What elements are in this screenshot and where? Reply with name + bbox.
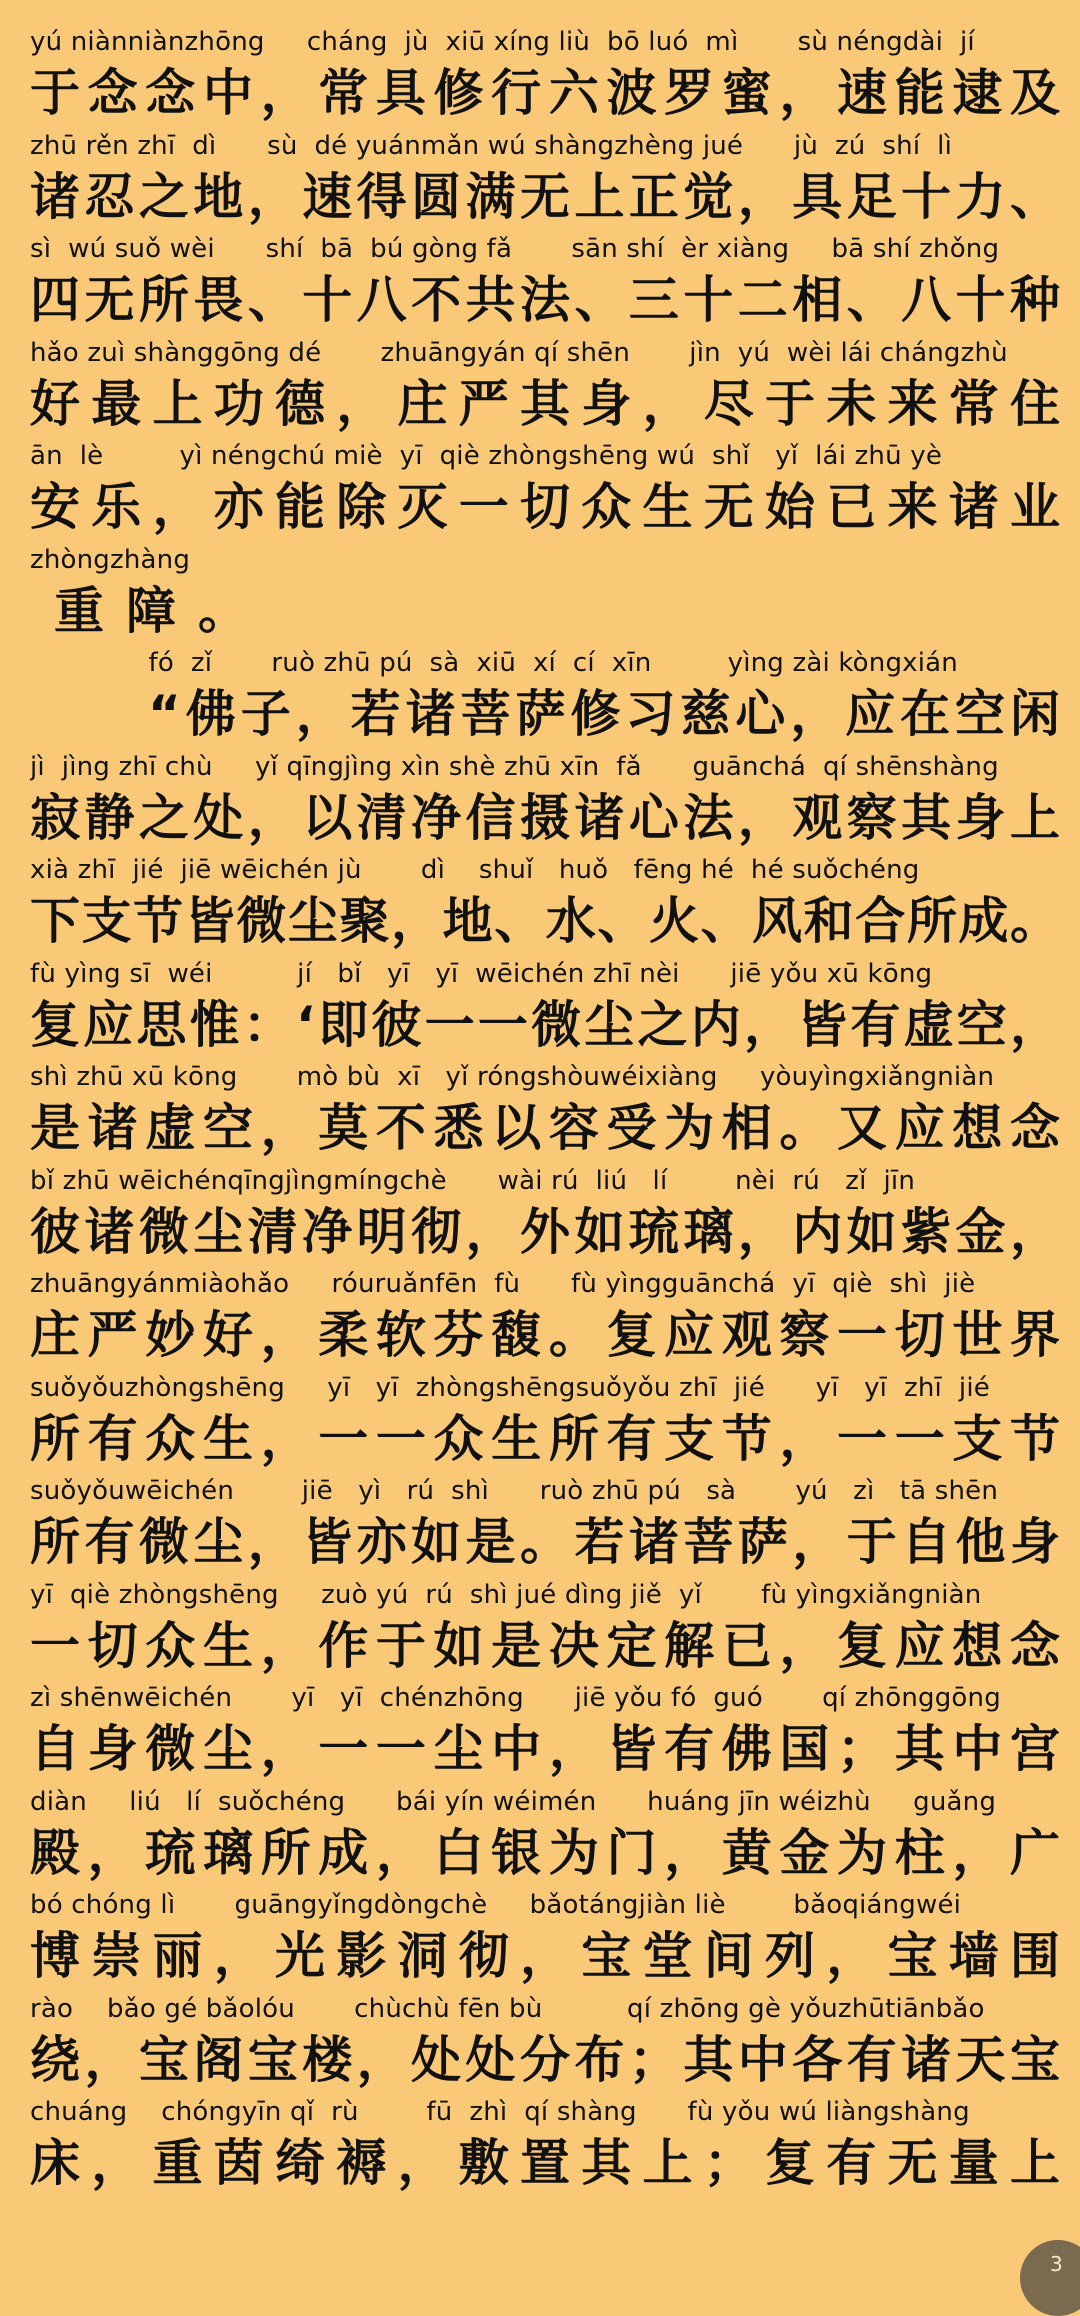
- chinese-text: 自身微尘，一一尘中，皆有佛国；其中宫: [30, 1720, 1060, 1778]
- chinese-text: 好最上功德，庄严其身，尽于未来常住: [30, 374, 1060, 433]
- text-line: [30, 1161, 1060, 1265]
- text-line: [30, 126, 1060, 230]
- chinese-text: 诸忍之地，速得圆满无上正觉，具足十力、: [30, 167, 1060, 226]
- text-line: [30, 22, 1060, 126]
- pinyin-annotation: yú niànniànzhōng cháng jù xiū xíng liù bō luó mì sù néngdài jí: [30, 27, 975, 57]
- pinyin-annotation: hǎo zuì shànggōng dé zhuāngyán qí shēn jìn yú wèi lái chángzhù: [30, 337, 1008, 368]
- pinyin-annotation: rào bǎo gé bǎolóu chùchù fēn bù qí zhōng gè yǒuzhūtiānbǎo: [30, 1993, 985, 2024]
- chinese-text: 寂静之处，以清净信摄诸心法，观察其身上: [30, 788, 1060, 847]
- chinese-text: 博崇丽，光影洞彻，宝堂间列，宝墙围: [30, 1927, 1060, 1985]
- text-line: [30, 436, 1060, 540]
- chinese-text: 安乐，亦能除灭一切众生无始已来诸业: [30, 478, 1060, 536]
- chinese-text: 重障。: [54, 581, 270, 640]
- text-line: [30, 229, 1060, 333]
- chinese-text: 四无所畏、十八不共法、三十二相、八十种: [30, 271, 1060, 329]
- pinyin-annotation: zhuāngyánmiàohǎo róuruǎnfēn fù fù yìngguānchá yī qiè shì jiè: [30, 1269, 976, 1299]
- text-line: [30, 850, 1060, 954]
- chinese-text: 一切众生，作于如是决定解已，复应想念: [30, 1616, 1060, 1675]
- chinese-text: 于念念中，常具修行六波罗蜜，速能逮及: [30, 64, 1060, 122]
- text-line: [30, 1782, 1060, 1886]
- chinese-text: 彼诸微尘清净明彻，外如琉璃，内如紫金，: [30, 1202, 1060, 1261]
- pinyin-annotation: sì wú suǒ wèi shí bā bú gòng fǎ sān shí èr xiàng bā shí zhǒng: [30, 234, 1000, 264]
- text-line: [30, 1471, 1060, 1575]
- pinyin-annotation: suǒyǒuwēichén jiē yì rú shì ruò zhū pú sà yú zì tā shēn: [30, 1476, 999, 1506]
- chinese-text: 是诸虚空，莫不悉以容受为相。又应想念: [30, 1099, 1060, 1157]
- text-line: [30, 540, 1060, 644]
- text-line: [30, 1989, 1060, 2093]
- text-line: [30, 954, 1060, 1058]
- pinyin-annotation: chuáng chóngyīn qǐ rù fū zhì qí shàng fù yǒu wú liàngshàng: [30, 2097, 970, 2127]
- text-line: [30, 1368, 1060, 1472]
- chinese-text: 庄严妙好，柔软芬馥。复应观察一切世界: [30, 1306, 1060, 1364]
- text-line: [30, 2092, 1060, 2196]
- chinese-text: 床，重茵绮褥，敷置其上；复有无量上: [30, 2134, 1060, 2192]
- pinyin-annotation: zhū rěn zhī dì sù dé yuánmǎn wú shàngzhèng jué jù zú shí lì: [30, 130, 953, 161]
- pinyin-annotation: zì shēnwēichén yī yī chénzhōng jiē yǒu fó guó qí zhōnggōng: [30, 1683, 1001, 1713]
- text-line: [30, 747, 1060, 851]
- text-line: [30, 1885, 1060, 1989]
- chinese-text: 所有众生，一一众生所有支节，一一支节: [30, 1409, 1060, 1468]
- pinyin-annotation: ān lè yì néngchú miè yī qiè zhòngshēng wú shǐ yǐ lái zhū yè: [30, 441, 943, 471]
- pinyin-annotation: xià zhī jié jiē wēichén jù dì shuǐ huǒ fēng hé hé suǒchéng: [30, 855, 920, 885]
- chinese-text: 殿，琉璃所成，白银为门，黄金为柱，广: [30, 1823, 1060, 1882]
- text-line: [30, 1575, 1060, 1679]
- chinese-text: 复应思惟：‘即彼一一微尘之内，皆有虚空，: [30, 995, 1060, 1054]
- chinese-text: 绕，宝阁宝楼，处处分布；其中各有诸天宝: [30, 2030, 1060, 2089]
- pinyin-annotation: suǒyǒuzhòngshēng yī yī zhòngshēngsuǒyǒu zhī jié yī yī zhī jié: [30, 1372, 990, 1403]
- page-number-badge: 3: [1020, 2240, 1080, 2316]
- pinyin-annotation: bǐ zhū wēichénqīngjìngmíngchè wài rú liú lí nèi rú zǐ jīn: [30, 1165, 916, 1196]
- chinese-text: 下支节皆微尘聚，地、水、火、风和合所成。: [30, 892, 1060, 950]
- pinyin-annotation: fó zǐ ruò zhū pú sà xiū xí cí xīn yìng zài kòngxián: [30, 648, 958, 678]
- pinyin-annotation: bó chóng lì guāngyǐngdòngchè bǎotángjiàn liè bǎoqiángwéi: [30, 1890, 962, 1920]
- pinyin-annotation: diàn liú lí suǒchéng bái yín wéimén huáng jīn wéizhù guǎng: [30, 1786, 997, 1817]
- text-line: [30, 333, 1060, 437]
- pinyin-annotation: yī qiè zhòngshēng zuò yú rú shì jué dìng jiě yǐ fù yìngxiǎngniàn: [30, 1579, 982, 1610]
- text-line: [30, 1264, 1060, 1368]
- text-line: [30, 1057, 1060, 1161]
- text-line: [30, 643, 1060, 747]
- chinese-text: 所有微尘，皆亦如是。若诸菩萨，于自他身: [30, 1513, 1060, 1571]
- pinyin-annotation: shì zhū xū kōng mò bù xī yǐ róngshòuwéixiàng yòuyìngxiǎngniàn: [30, 1062, 995, 1092]
- pinyin-annotation: zhòngzhàng: [30, 544, 191, 575]
- pinyin-annotation: jì jìng zhī chù yǐ qīngjìng xìn shè zhū xīn fǎ guānchá qí shēnshàng: [30, 751, 999, 782]
- chinese-text: “佛子，若诸菩萨修习慈心，应在空闲: [148, 685, 1060, 743]
- pinyin-annotation: fù yìng sī wéi jí bǐ yī yī wēichén zhī nèi jiē yǒu xū kōng: [30, 958, 933, 989]
- text-line: [30, 1678, 1060, 1782]
